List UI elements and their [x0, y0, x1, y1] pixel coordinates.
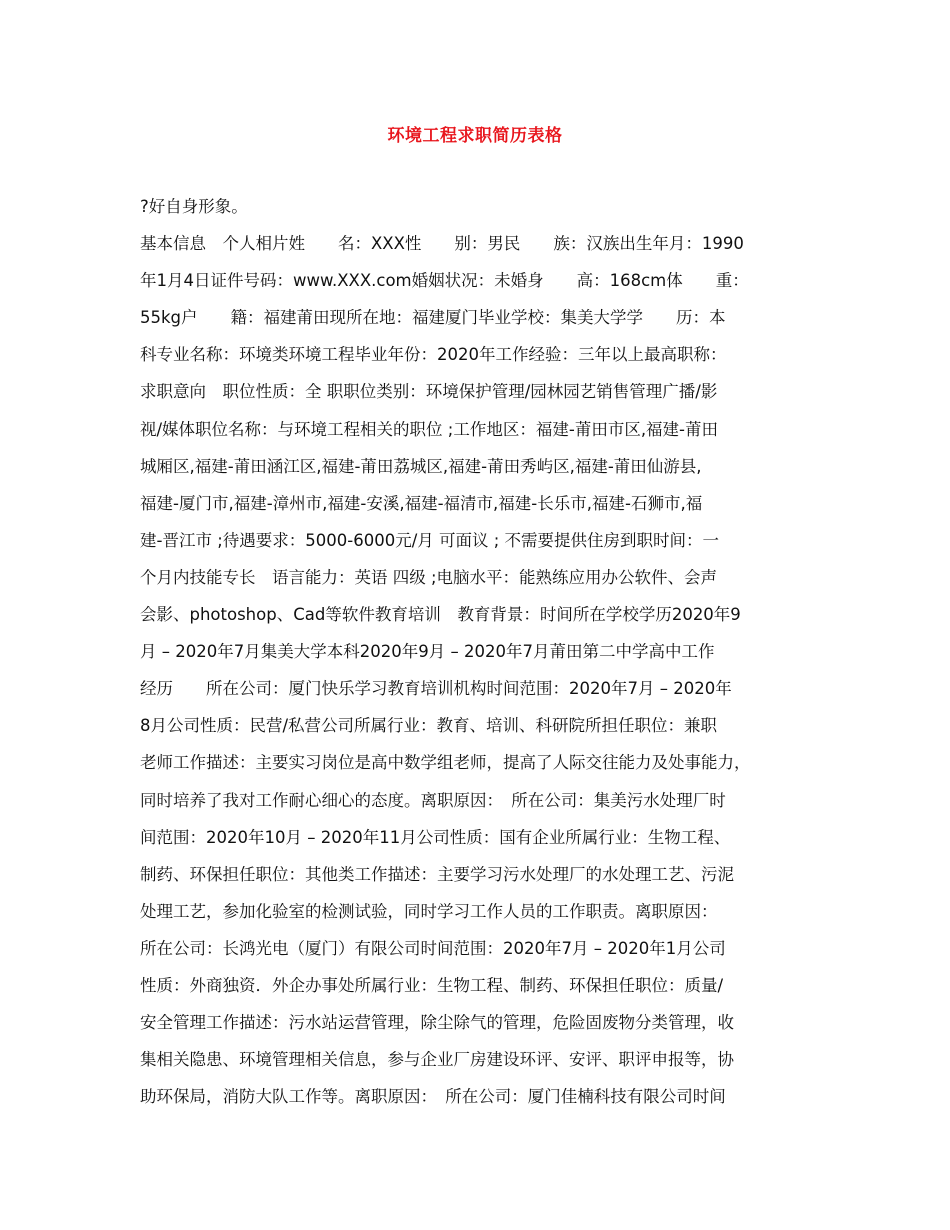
text-line: 经历 所在公司：厦门快乐学习教育培训机构时间范围：2020年7月 – 2020年: [140, 679, 732, 699]
text-line: 求职意向 职位性质：全 职职位类别：环境保护管理/园林园艺销售管理广播/影: [140, 382, 718, 402]
text-line: 同时培养了我对工作耐心细心的态度。离职原因： 所在公司：集美污水处理厂时: [140, 790, 726, 810]
text-line: 月 – 2020年7月集美大学本科2020年9月 – 2020年7月莆田第二中学高中工作: [140, 642, 715, 662]
text-line: 集相关隐患、环境管理相关信息，参与企业厂房建设环评、安评、职评申报等，协: [140, 1050, 734, 1070]
document-body: [140, 192, 830, 1119]
text-line: 性质：外商独资．外企办事处所属行业：生物工程、制药、环保担任职位：质量/: [140, 975, 724, 995]
text-line: ?好自身形象。: [140, 197, 248, 216]
text-line: 年1月4日证件号码：www.XXX.com婚姻状况：未婚身 高：168cm体 重：: [140, 271, 749, 291]
text-line: 助环保局，消防大队工作等。离职原因： 所在公司：厦门佳楠科技有限公司时间: [140, 1087, 726, 1107]
text-line: 55kg户 籍：福建莆田现所在地：福建厦门毕业学校：集美大学学 历：本: [140, 308, 726, 328]
text-line: 间范围：2020年10月 – 2020年11月公司性质：国有企业所属行业：生物工程、: [140, 827, 731, 847]
text-line: 建-晋江市 ;待遇要求：5000-6000元/月 可面议 ; 不需要提供住房到职时间：一: [140, 530, 720, 550]
text-line: 城厢区,福建-莆田涵江区,福建-莆田荔城区,福建-莆田秀屿区,福建-莆田仙游县,: [140, 456, 702, 476]
text-line: 8月公司性质：民营/私营公司所属行业：教育、培训、科研院所担任职位：兼职: [140, 716, 718, 736]
text-line: 安全管理工作描述：污水站运营管理，除尘除气的管理，危险固废物分类管理，收: [140, 1013, 734, 1033]
text-line: 制药、环保担任职位：其他类工作描述：主要学习污水处理厂的水处理工艺、污泥: [140, 864, 734, 884]
text-line: 所在公司：长鸿光电（厦门）有限公司时间范围：2020年7月 – 2020年1月公司: [140, 938, 726, 958]
text-line: 老师工作描述：主要实习岗位是高中数学组老师，提高了人际交往能力及处事能力，: [140, 753, 751, 773]
text-line: 处理工艺，参加化验室的检测试验，同时学习工作人员的工作职责。离职原因：: [140, 901, 718, 921]
document-title: 环境工程求职简历表格: [387, 126, 563, 146]
text-line: 视/媒体职位名称：与环境工程相关的职位 ;工作地区：福建-莆田市区,福建-莆田: [140, 419, 719, 439]
text-line: 科专业名称：环境类环境工程毕业年份：2020年工作经验：三年以上最高职称：: [140, 345, 727, 365]
text-line: 福建-厦门市,福建-漳州市,福建-安溪,福建-福清市,福建-长乐市,福建-石狮市,福: [140, 493, 703, 513]
text-line: 会影、photoshop、Cad等软件教育培训 教育背景：时间所在学校学历2020年9: [140, 605, 741, 625]
text-line: 基本信息 个人相片姓 名：XXX性 别：男民 族：汉族出生年月：1990: [140, 234, 744, 254]
text-line: 个月内技能专长 语言能力：英语 四级 ;电脑水平：能熟练应用办公软件、会声: [140, 567, 718, 587]
